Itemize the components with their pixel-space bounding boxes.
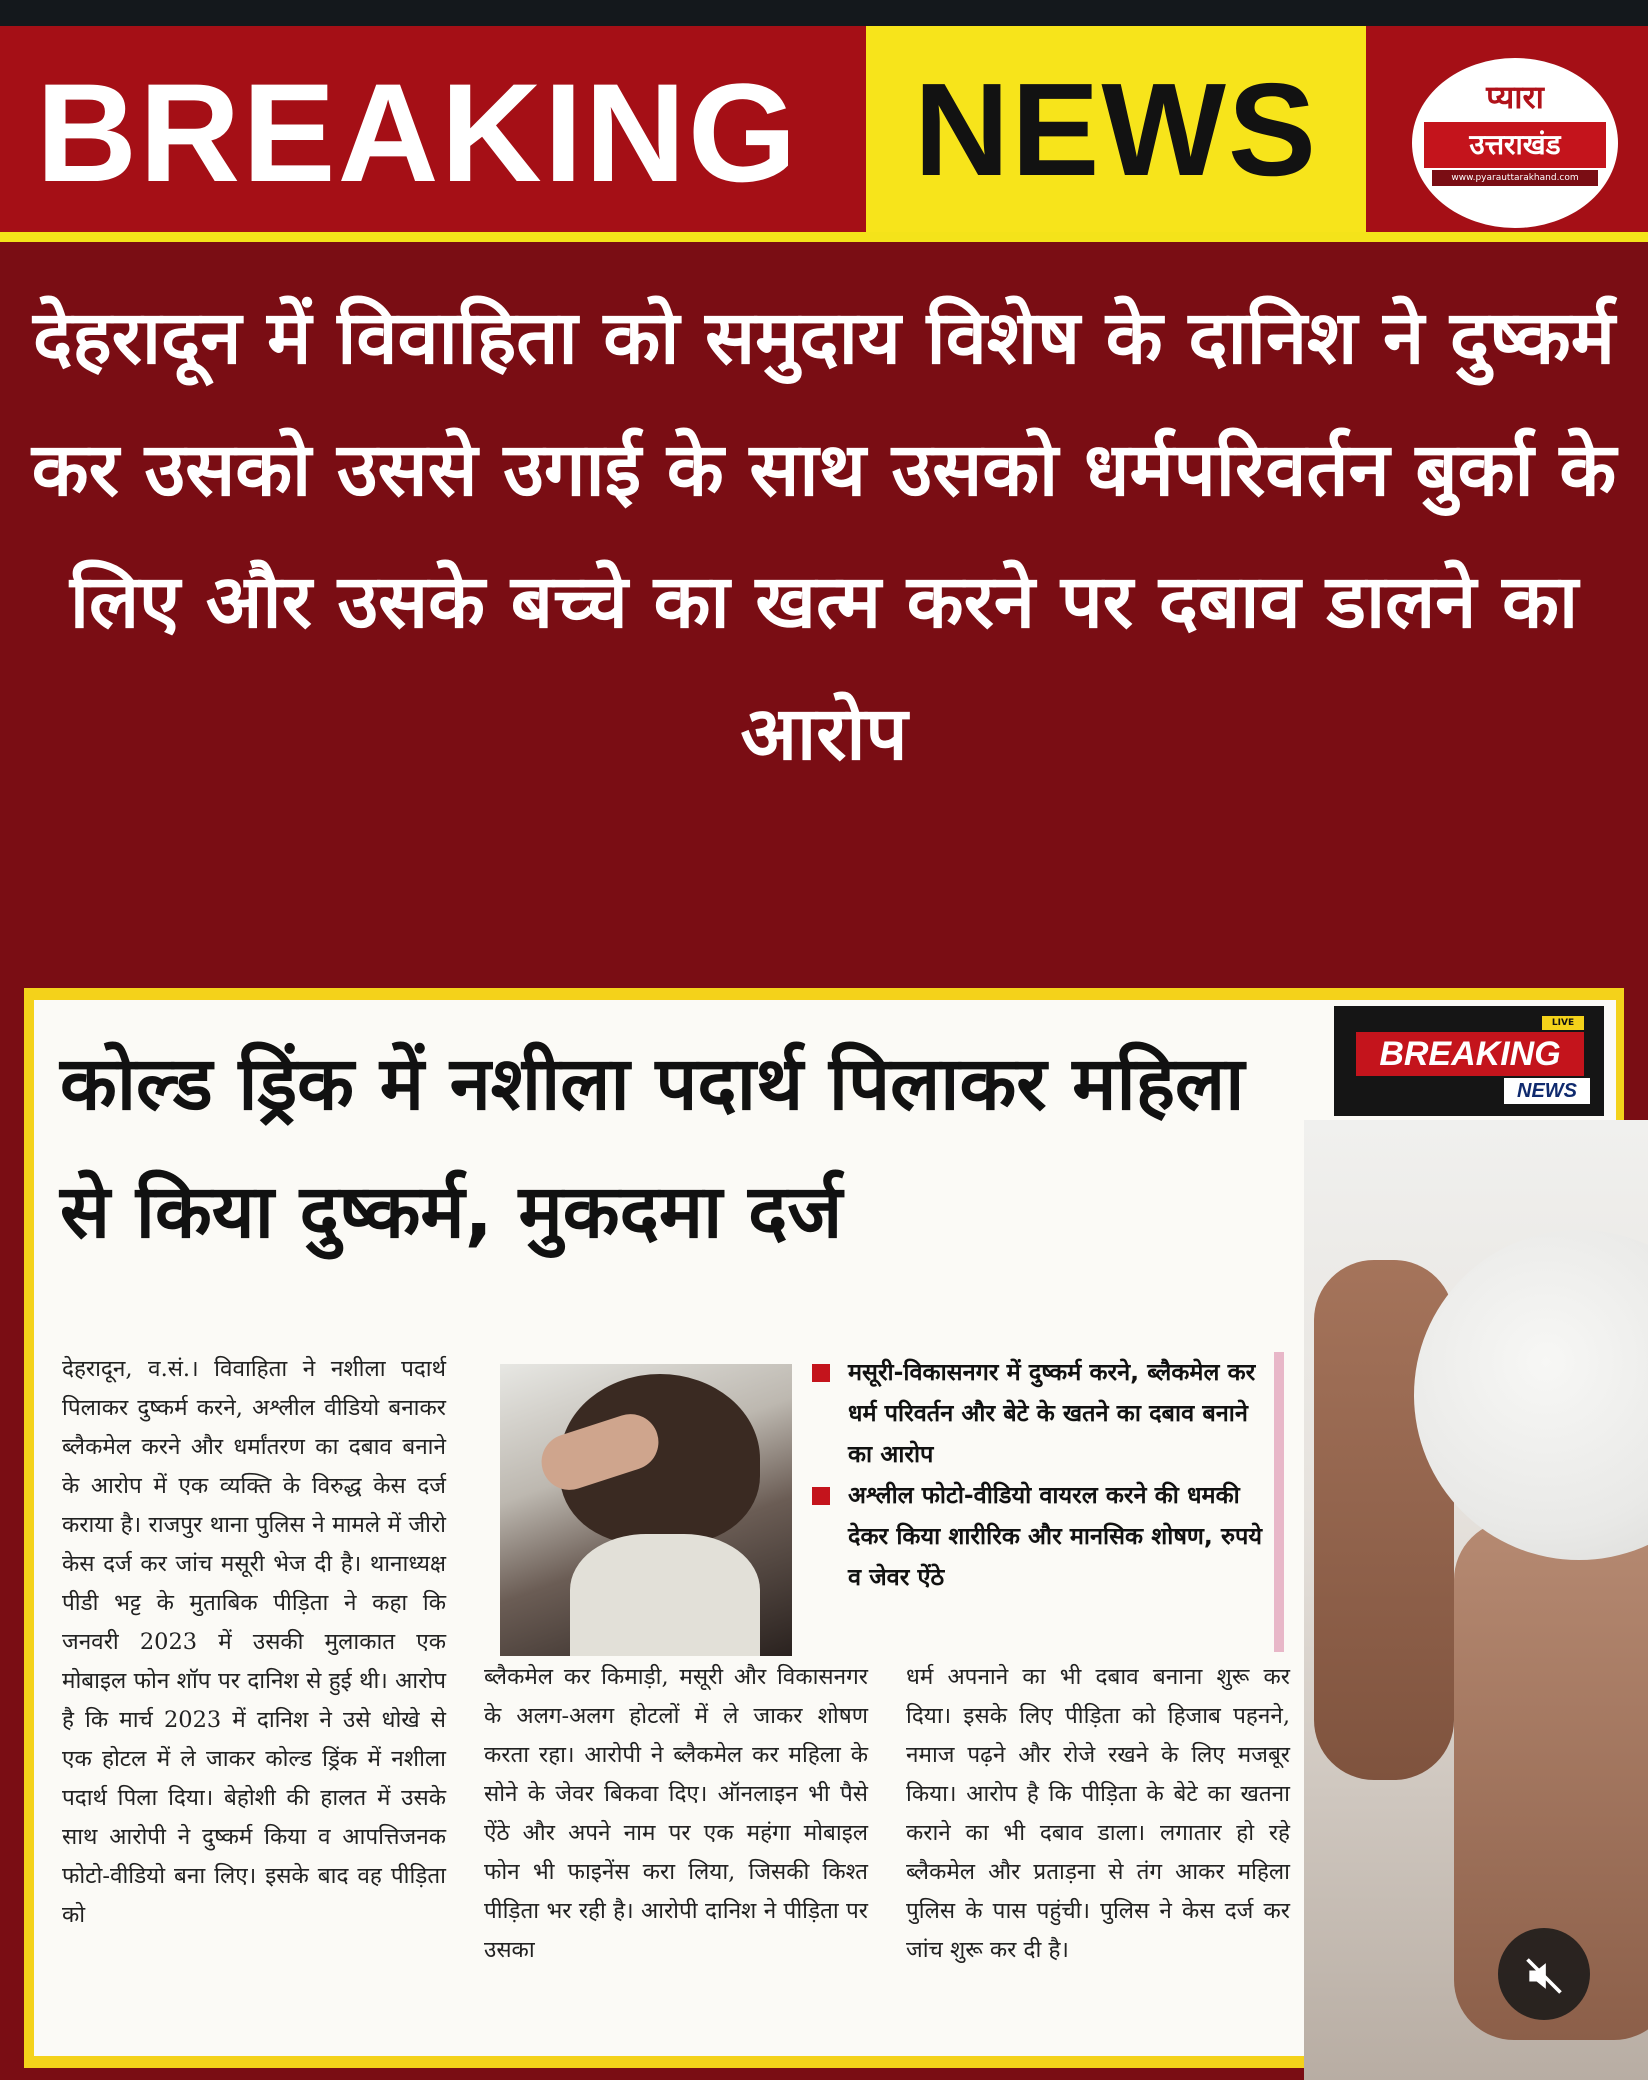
clipping-title: कोल्ड ड्रिंक में नशीला पदार्थ पिलाकर महिला से किया दुष्कर्म, मुकदमा दर्ज <box>60 1041 1245 1255</box>
top-strip <box>0 0 1648 26</box>
bullet-item <box>812 1475 1272 1598</box>
woman-dress-shape <box>570 1534 760 1656</box>
logo-url: www.pyarauttarakhand.com <box>1432 170 1598 186</box>
banner-divider <box>0 232 1648 242</box>
bullet-text: मसूरी-विकासनगर में दुष्कर्म करने, ब्लैकमेल कर धर्म परिवर्तन और बेटे के खतने का दबाव बनाने का आरोप <box>848 1358 1256 1468</box>
news-word: NEWS <box>914 56 1318 203</box>
bullet-item <box>812 1352 1272 1475</box>
bullet-text: अश्लील फोटो-वीडियो वायरल करने की धमकी देकर किया शारीरिक और मानसिक शोषण, रुपये व जेवर ऐंठे <box>848 1481 1263 1591</box>
speaker-muted-icon <box>1522 1951 1566 1997</box>
live-breaking-badge <box>1334 1006 1604 1116</box>
channel-logo <box>1412 58 1618 228</box>
logo-band-text: उत्तराखंड <box>1424 122 1606 168</box>
article-column-3: धर्म अपनाने का भी दबाव बनाना शुरू कर दिया। इसके लिए पीड़िता को हिजाब पहनने, नमाज पढ़ने और रोजे रखने के लिए मजबूर किया। आरोप है कि पीड़िता के बेटे का खतना कराने का भी दबाव डाला। लगातार हो रहे ब्लैकमेल और प्रताड़ना से तंग आकर महिला पुलिस के पास पहुंची। पुलिस ने केस दर्ज कर जांच शुरू कर दी है। <box>906 1664 1290 1963</box>
main-headline: देहरादून में विवाहिता को समुदाय विशेष के दानिश ने दुष्कर्म कर उसको उससे उगाई के साथ उसको धर्मपरिवर्तन बुर्का के लिए और उसके बच्चे का खत्म करने पर दबाव डालने का आरोप <box>31 295 1617 777</box>
mute-button[interactable] <box>1498 1928 1590 2020</box>
bullet-side-bar <box>1274 1352 1284 1652</box>
live-tag: LIVE <box>1542 1016 1584 1030</box>
bullet-square-icon <box>812 1364 830 1382</box>
live-news-text: NEWS <box>1504 1078 1590 1104</box>
logo-top-text: प्यारा <box>1486 78 1544 116</box>
man-photo <box>1304 1120 1648 2080</box>
highlight-bullets <box>812 1352 1272 1652</box>
woman-photo <box>500 1364 792 1656</box>
article-column-2: ब्लैकमेल कर किमाड़ी, मसूरी और विकासनगर के अलग-अलग होटलों में ले जाकर शोषण करता रहा। आरोपी ने ब्लैकमेल कर महिला के सोने के जेवर बिकवा दिए। ऑनलाइन भी पैसे ऐंठे और अपने नाम पर एक महंगा मोबाइल फोन भी फाइनेंस करा लिया, जिसकी किश्त पीड़िता भर रही है। आरोपी दानिश ने पीड़िता पर उसका <box>484 1664 868 1963</box>
live-breaking-text: BREAKING <box>1356 1032 1584 1076</box>
breaking-word: BREAKING <box>36 54 799 211</box>
article-column-1: देहरादून, व.सं.। विवाहिता ने नशीला पदार्थ पिलाकर दुष्कर्म करने, अश्लील वीडियो बनाकर ब्लैकमेल करने और धर्मांतरण का दबाव बनाने के आरोप में एक व्यक्ति के विरुद्ध केस दर्ज कराया है। राजपुर थाना पुलिस ने मामले में जीरो केस दर्ज कर जांच मसूरी भेज दी है। थानाध्यक्ष पीडी भट्ट के मुताबिक पीड़िता ने कहा कि जनवरी 2023 में उसकी मुलाकात एक मोबाइल फोन शॉप पर दानिश से हुई थी। आरोप है कि मार्च 2023 में दानिश ने उसे धोखे से एक होटल में ले जाकर कोल्ड ड्रिंक में नशीला पदार्थ पिला दिया। बेहोशी की हालत में उसके साथ आरोपी ने दुष्कर्म किया व आपत्तिजनक फोटो-वीडियो बना लिए। इसके बाद वह पीड़िता को <box>62 1356 446 1928</box>
bullet-square-icon <box>812 1487 830 1505</box>
news-box <box>866 26 1366 232</box>
